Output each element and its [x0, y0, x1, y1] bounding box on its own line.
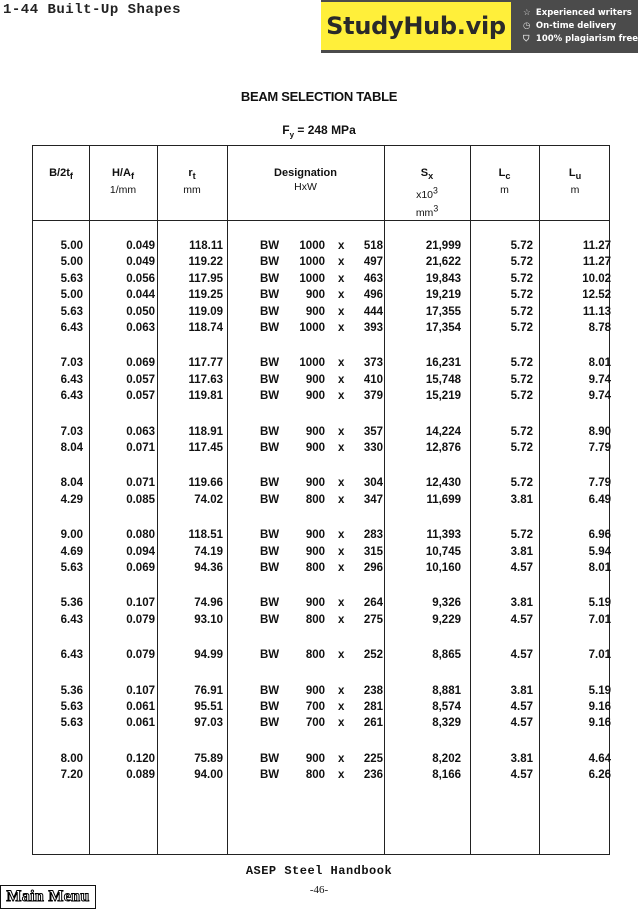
cell-r: 75.89	[194, 752, 223, 765]
cell-h: 0.085	[126, 493, 155, 506]
cell-lc: 4.57	[510, 649, 533, 662]
cell-w: 393	[363, 322, 383, 334]
cell-lu: 5.94	[588, 545, 611, 558]
table-row	[33, 494, 611, 510]
table-row	[33, 529, 611, 545]
cell-w: 283	[363, 529, 383, 542]
cell-b: 5.00	[60, 289, 83, 302]
table-row	[33, 614, 611, 630]
cell-lc: 4.57	[510, 701, 533, 713]
cell-sx: 15,219	[425, 390, 461, 403]
cell-sx: 8,865	[432, 649, 461, 662]
cell-d: 900	[305, 289, 325, 302]
header-b-2tf: $B/2t_f$	[49, 167, 73, 182]
cell-w: 236	[363, 769, 383, 782]
cell-d: 900	[305, 752, 325, 765]
cell-h: 0.057	[126, 390, 155, 403]
cell-lu: 11.13	[582, 305, 611, 318]
cell-b: 9.00	[60, 529, 83, 542]
table-row	[33, 477, 611, 493]
table-row	[33, 273, 611, 289]
cell-r: 119.09	[188, 305, 223, 318]
cell-d: 800	[305, 769, 325, 782]
cell-r: 117.45	[188, 442, 223, 454]
cell-x: x	[338, 256, 345, 269]
cell-d: 900	[305, 684, 325, 697]
cell-lu: 12.52	[582, 289, 611, 302]
cell-b: 6.43	[60, 390, 83, 403]
table-row	[33, 390, 611, 406]
cell-r: 117.95	[188, 272, 223, 285]
cell-lu: 9.74	[588, 373, 611, 386]
cell-x: x	[338, 752, 345, 765]
studyhub-logo[interactable]: StudyHub.vip	[321, 2, 511, 50]
cell-b: 6.43	[60, 373, 83, 386]
cell-d: 1000	[299, 357, 325, 370]
cell-d: 800	[305, 649, 325, 662]
cell-d: 1000	[299, 256, 325, 269]
cell-lc: 4.57	[510, 613, 533, 626]
cell-b: 8.04	[60, 477, 83, 490]
cell-h: 0.071	[126, 477, 155, 490]
cell-d: 900	[305, 373, 325, 386]
cell-lc: 4.57	[510, 769, 533, 782]
cell-w: 518	[363, 240, 383, 252]
cell-bw: BW	[260, 477, 280, 490]
cell-r: 95.51	[194, 701, 223, 713]
cell-x: x	[338, 240, 345, 252]
cell-sx: 17,355	[425, 305, 461, 318]
cell-lc: 4.57	[510, 717, 533, 730]
cell-h: 0.057	[126, 373, 155, 386]
cell-x: x	[338, 373, 345, 386]
table-row	[33, 685, 611, 701]
cell-x: x	[338, 493, 345, 506]
header-lc: $L_c$ m	[498, 167, 511, 197]
cell-h: 0.107	[126, 597, 155, 610]
cell-lu: 7.01	[588, 613, 611, 626]
cell-bw: BW	[260, 272, 280, 285]
cell-b: 7.03	[60, 425, 83, 438]
cell-h: 0.061	[126, 717, 155, 730]
cell-h: 0.049	[126, 240, 155, 252]
cell-lu: 8.01	[588, 562, 611, 574]
header-divider	[33, 220, 609, 221]
yield-strength-label: $F_y = 248$ MPa	[282, 123, 356, 140]
cell-d: 800	[305, 613, 325, 626]
cell-sx: 12,876	[425, 442, 461, 454]
cell-lc: 5.72	[510, 477, 533, 490]
cell-x: x	[338, 701, 345, 713]
cell-b: 6.43	[60, 322, 83, 334]
cell-d: 900	[305, 305, 325, 318]
cell-bw: BW	[260, 256, 280, 269]
cell-b: 8.00	[60, 752, 83, 765]
cell-w: 275	[363, 613, 383, 626]
cell-bw: BW	[260, 529, 280, 542]
cell-bw: BW	[260, 597, 280, 610]
banner-feature-text: 100% plagiarism free	[535, 34, 638, 44]
cell-bw: BW	[260, 442, 280, 454]
star-icon: ☆	[522, 8, 531, 18]
cell-b: 8.04	[60, 442, 83, 454]
banner-feature-text: On-time delivery	[535, 21, 616, 31]
cell-x: x	[338, 769, 345, 782]
cell-sx: 11,699	[426, 493, 461, 506]
cell-r: 93.10	[194, 613, 223, 626]
cell-bw: BW	[260, 613, 280, 626]
cell-b: 5.00	[60, 240, 83, 252]
cell-lu: 8.01	[588, 357, 611, 370]
cell-lc: 5.72	[510, 357, 533, 370]
table-row	[33, 289, 611, 305]
cell-bw: BW	[260, 717, 280, 730]
cell-sx: 9,326	[432, 597, 461, 610]
cell-bw: BW	[260, 752, 280, 765]
cell-w: 296	[363, 562, 383, 574]
cell-b: 5.63	[60, 562, 83, 574]
cell-b: 6.43	[60, 613, 83, 626]
cell-lu: 10.02	[582, 272, 611, 285]
cell-d: 900	[305, 442, 325, 454]
cell-w: 264	[363, 597, 383, 610]
table-row	[33, 769, 611, 785]
cell-x: x	[338, 684, 345, 697]
cell-d: 800	[305, 493, 325, 506]
cell-r: 94.36	[194, 562, 223, 574]
cell-w: 463	[363, 272, 383, 285]
banner-feature	[523, 8, 638, 18]
cell-lu: 11.27	[582, 256, 611, 269]
cell-r: 74.02	[194, 493, 223, 506]
table-row	[33, 753, 611, 769]
cell-d: 800	[305, 562, 325, 574]
table-row	[33, 322, 611, 338]
cell-h: 0.080	[126, 529, 155, 542]
banner-feature-text: Experienced writers	[535, 8, 632, 18]
cell-lu: 9.16	[588, 717, 611, 730]
cell-lc: 5.72	[510, 373, 533, 386]
cell-lc: 5.72	[510, 390, 533, 403]
cell-r: 118.91	[188, 425, 223, 438]
cell-w: 252	[363, 649, 383, 662]
cell-b: 5.00	[60, 256, 83, 269]
studyhub-ad-banner[interactable]	[321, 0, 638, 53]
cell-x: x	[338, 562, 345, 574]
cell-r: 117.77	[188, 357, 223, 370]
cell-lc: 4.57	[510, 562, 533, 574]
main-menu-button[interactable]: Main Menu	[0, 885, 96, 909]
cell-h: 0.107	[126, 684, 155, 697]
cell-w: 304	[363, 477, 383, 490]
banner-feature-list	[511, 0, 638, 53]
cell-h: 0.071	[126, 442, 155, 454]
table-row	[33, 240, 611, 256]
cell-bw: BW	[260, 701, 280, 713]
table-row	[33, 306, 611, 322]
cell-x: x	[338, 477, 345, 490]
cell-x: x	[338, 390, 345, 403]
cell-sx: 9,229	[432, 613, 461, 626]
cell-x: x	[338, 305, 345, 318]
header-designation: Designation HxW	[274, 167, 337, 193]
cell-sx: 19,843	[425, 272, 461, 285]
cell-sx: 19,219	[425, 289, 461, 302]
cell-r: 118.11	[189, 240, 223, 252]
cell-r: 117.63	[188, 373, 223, 386]
cell-b: 7.20	[60, 769, 83, 782]
cell-lu: 5.19	[588, 597, 611, 610]
banner-feature	[523, 21, 638, 31]
cell-h: 0.063	[126, 425, 155, 438]
cell-sx: 16,231	[425, 357, 461, 370]
clock-icon: ◷	[522, 21, 531, 31]
cell-d: 900	[305, 390, 325, 403]
cell-r: 94.99	[194, 649, 223, 662]
header-lu: $L_u$ m	[568, 167, 582, 197]
cell-lc: 5.72	[510, 240, 533, 252]
cell-h: 0.063	[126, 322, 155, 334]
cell-bw: BW	[260, 357, 280, 370]
cell-b: 5.36	[60, 684, 83, 697]
table-row	[33, 597, 611, 613]
cell-w: 496	[363, 289, 383, 302]
cell-sx: 8,166	[432, 769, 461, 782]
cell-b: 4.29	[60, 493, 83, 506]
cell-x: x	[338, 613, 345, 626]
shield-icon: ⛉	[522, 34, 530, 44]
running-header: 1-44 Built-Up Shapes	[3, 2, 182, 18]
cell-x: x	[338, 425, 345, 438]
cell-bw: BW	[260, 425, 280, 438]
cell-w: 315	[363, 545, 383, 558]
cell-w: 347	[363, 493, 383, 506]
cell-lc: 5.72	[510, 442, 533, 454]
cell-lu: 5.19	[588, 684, 611, 697]
cell-h: 0.056	[126, 272, 155, 285]
cell-w: 261	[363, 717, 383, 730]
cell-d: 900	[305, 597, 325, 610]
cell-r: 119.22	[188, 256, 223, 269]
cell-h: 0.049	[126, 256, 155, 269]
cell-sx: 15,748	[425, 373, 461, 386]
cell-w: 497	[363, 256, 383, 269]
cell-d: 1000	[299, 240, 325, 252]
cell-lu: 8.78	[588, 322, 611, 334]
cell-sx: 8,574	[432, 701, 461, 713]
cell-sx: 11,393	[426, 529, 461, 542]
cell-lc: 3.81	[510, 545, 533, 558]
cell-x: x	[338, 272, 345, 285]
cell-h: 0.050	[126, 305, 155, 318]
cell-lu: 4.64	[588, 752, 611, 765]
cell-lu: 9.16	[588, 701, 611, 713]
cell-lc: 5.72	[510, 529, 533, 542]
cell-r: 74.96	[194, 597, 223, 610]
footer-source: ASEP Steel Handbook	[245, 864, 393, 878]
page-title: BEAM SELECTION TABLE	[240, 89, 398, 104]
cell-bw: BW	[260, 240, 280, 252]
cell-h: 0.069	[126, 562, 155, 574]
cell-w: 238	[363, 684, 383, 697]
banner-feature	[523, 34, 638, 44]
cell-lu: 6.96	[588, 529, 611, 542]
cell-d: 900	[305, 425, 325, 438]
cell-r: 76.91	[194, 684, 223, 697]
cell-sx: 12,430	[425, 477, 461, 490]
cell-x: x	[338, 649, 345, 662]
table-row	[33, 374, 611, 390]
cell-d: 700	[305, 701, 325, 713]
cell-b: 5.63	[60, 305, 83, 318]
cell-d: 900	[305, 545, 325, 558]
cell-lc: 5.72	[510, 425, 533, 438]
cell-x: x	[338, 545, 345, 558]
cell-x: x	[338, 289, 345, 302]
cell-x: x	[338, 322, 345, 334]
cell-bw: BW	[260, 545, 280, 558]
cell-d: 900	[305, 529, 325, 542]
cell-d: 700	[305, 717, 325, 730]
cell-b: 5.63	[60, 272, 83, 285]
cell-h: 0.079	[126, 613, 155, 626]
page-number: -46-	[309, 884, 329, 896]
cell-h: 0.094	[126, 545, 155, 558]
cell-sx: 8,202	[432, 752, 461, 765]
cell-lc: 5.72	[510, 305, 533, 318]
cell-lu: 8.90	[588, 425, 611, 438]
cell-h: 0.044	[126, 289, 155, 302]
cell-r: 118.74	[188, 322, 223, 334]
cell-w: 357	[363, 425, 383, 438]
table-row	[33, 562, 611, 578]
cell-bw: BW	[260, 305, 280, 318]
cell-lc: 5.72	[510, 256, 533, 269]
cell-sx: 8,329	[432, 717, 461, 730]
cell-bw: BW	[260, 322, 280, 334]
table-row	[33, 256, 611, 272]
cell-lu: 6.49	[588, 493, 611, 506]
cell-bw: BW	[260, 289, 280, 302]
cell-r: 119.25	[188, 289, 223, 302]
cell-lu: 6.26	[588, 769, 611, 782]
cell-x: x	[338, 717, 345, 730]
cell-sx: 21,999	[425, 240, 461, 252]
cell-b: 4.69	[60, 545, 83, 558]
cell-h: 0.069	[126, 357, 155, 370]
table-row	[33, 717, 611, 733]
cell-sx: 17,354	[425, 322, 461, 334]
cell-bw: BW	[260, 562, 280, 574]
table-row	[33, 701, 611, 717]
cell-bw: BW	[260, 769, 280, 782]
cell-x: x	[338, 597, 345, 610]
cell-lc: 3.81	[510, 752, 533, 765]
table-row	[33, 546, 611, 562]
cell-d: 900	[305, 477, 325, 490]
cell-b: 5.36	[60, 597, 83, 610]
cell-w: 444	[363, 305, 383, 318]
cell-lu: 11.27	[582, 240, 611, 252]
cell-r: 119.66	[188, 477, 223, 490]
cell-b: 5.63	[60, 701, 83, 713]
cell-r: 97.03	[194, 717, 223, 730]
cell-r: 94.00	[194, 769, 223, 782]
cell-w: 330	[363, 442, 383, 454]
cell-bw: BW	[260, 390, 280, 403]
cell-bw: BW	[260, 493, 280, 506]
cell-w: 281	[363, 701, 383, 713]
cell-sx: 10,160	[425, 562, 461, 574]
header-sx: $S_x$ $x10^3$ $mm^3$	[415, 167, 439, 220]
cell-bw: BW	[260, 684, 280, 697]
cell-lu: 7.01	[588, 649, 611, 662]
table-row	[33, 357, 611, 373]
cell-lc: 5.72	[510, 322, 533, 334]
cell-lu: 7.79	[588, 477, 611, 490]
cell-b: 6.43	[60, 649, 83, 662]
cell-h: 0.079	[126, 649, 155, 662]
cell-bw: BW	[260, 649, 280, 662]
header-h-af: $H/A_f$ 1/mm	[109, 167, 137, 197]
table-row	[33, 649, 611, 665]
table-row	[33, 426, 611, 442]
cell-sx: 8,881	[432, 684, 461, 697]
cell-w: 373	[363, 357, 383, 370]
cell-lc: 3.81	[510, 597, 533, 610]
cell-h: 0.120	[126, 752, 155, 765]
cell-d: 1000	[299, 272, 325, 285]
cell-lc: 5.72	[510, 289, 533, 302]
beam-selection-table	[32, 145, 610, 855]
cell-r: 119.81	[188, 390, 223, 403]
cell-w: 225	[363, 752, 383, 765]
cell-w: 410	[363, 373, 383, 386]
cell-h: 0.089	[126, 769, 155, 782]
header-rt: $r_t$ mm	[183, 167, 201, 197]
cell-d: 1000	[299, 322, 325, 334]
cell-lc: 5.72	[510, 272, 533, 285]
cell-sx: 14,224	[425, 425, 461, 438]
cell-r: 118.51	[188, 529, 223, 542]
cell-sx: 21,622	[425, 256, 461, 269]
cell-x: x	[338, 357, 345, 370]
cell-b: 7.03	[60, 357, 83, 370]
cell-sx: 10,745	[425, 545, 461, 558]
cell-lc: 3.81	[510, 684, 533, 697]
table-row	[33, 442, 611, 458]
cell-bw: BW	[260, 373, 280, 386]
cell-lu: 9.74	[588, 390, 611, 403]
cell-lu: 7.79	[588, 442, 611, 454]
cell-r: 74.19	[194, 545, 223, 558]
cell-lc: 3.81	[510, 493, 533, 506]
cell-h: 0.061	[126, 701, 155, 713]
cell-x: x	[338, 529, 345, 542]
cell-x: x	[338, 442, 345, 454]
cell-b: 5.63	[60, 717, 83, 730]
cell-w: 379	[363, 390, 383, 403]
